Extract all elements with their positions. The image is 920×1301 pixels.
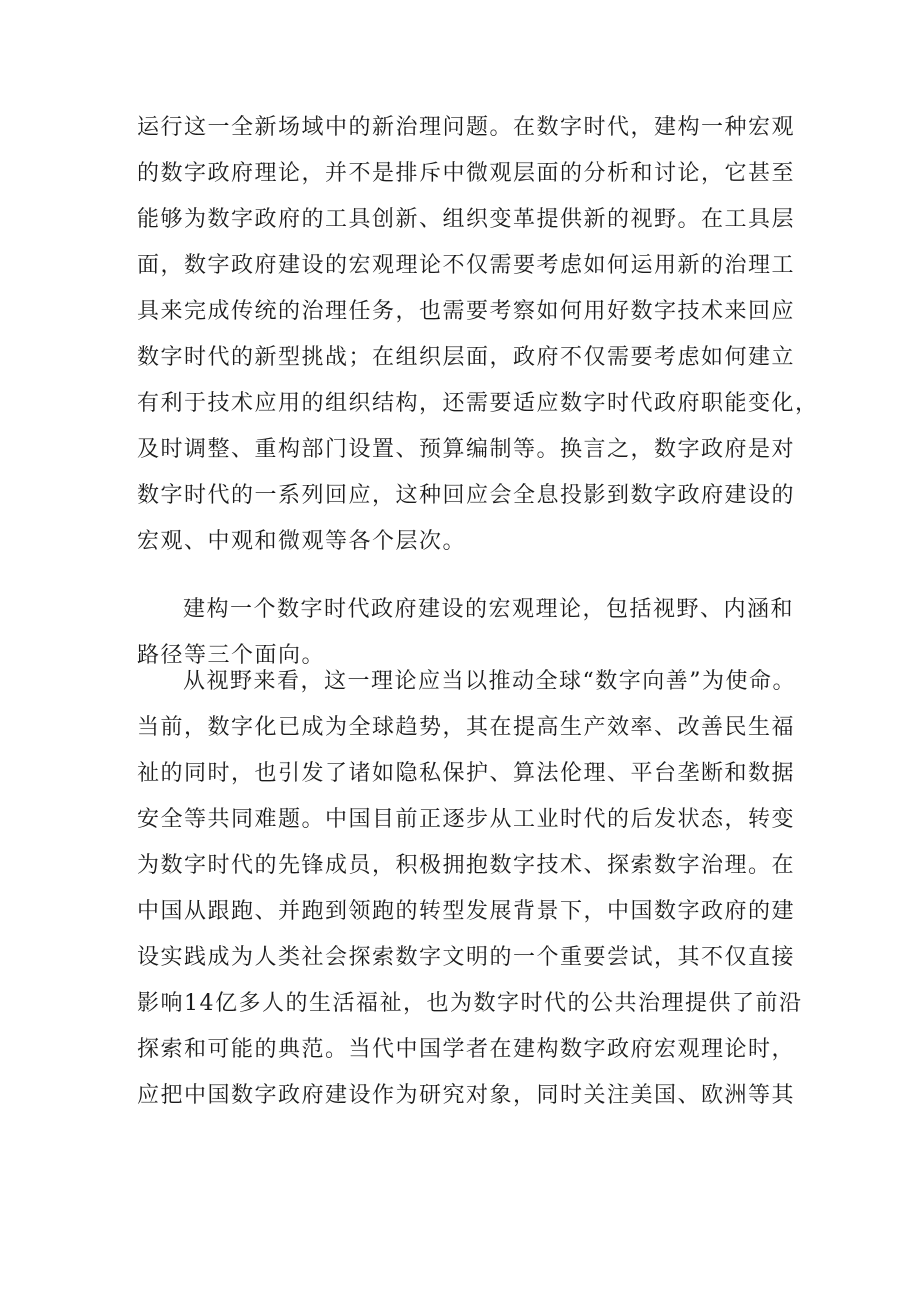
paragraph-1-line: 能够为数字政府的工具创新、组织变革提供新的视野。在工具层 [137,207,796,232]
paragraph-1-line: 有利于技术应用的组织结构，还需要适应数字时代政府职能变化， [137,391,819,416]
paragraph-1-line: 具来完成传统的治理任务，也需要考察如何用好数字技术来回应 [137,299,796,324]
paragraph-3-line: 中国从跟跑、并跑到领跑的转型发展背景下，中国数字政府的建 [137,899,796,924]
paragraph-3-line: 设实践成为人类社会探索数字文明的一个重要尝试，其不仅直接 [137,945,796,970]
paragraph-1-line: 数字时代的一系列回应，这种回应会全息投影到数字政府建设的 [137,483,796,508]
paragraph-1-line: 及时调整、重构部门设置、预算编制等。换言之，数字政府是对 [137,437,796,462]
paragraph-3-line: 祉的同时，也引发了诸如隐私保护、算法伦理、平台垄断和数据 [137,761,796,786]
paragraph-1-line: 面，数字政府建设的宏观理论不仅需要考虑如何运用新的治理工 [137,253,796,278]
paragraph-1-line: 的数字政府理论，并不是排斥中微观层面的分析和讨论，它甚至 [137,161,796,186]
paragraph-3-line: 影响14亿多人的生活福祉，也为数字时代的公共治理提供了前沿 [137,991,803,1016]
paragraph-3-line: 为数字时代的先锋成员，积极拥抱数字技术、探索数字治理。在 [137,853,796,878]
paragraph-3-line: 从视野来看，这一理论应当以推动全球“数字向善”为使命。 [183,669,796,694]
paragraph-2-line: 路径等三个面向。 [137,643,326,668]
paragraph-1-line: 数字时代的新型挑战；在组织层面，政府不仅需要考虑如何建立 [137,345,796,370]
paragraph-3-line: 探索和可能的典范。当代中国学者在建构数字政府宏观理论时， [137,1037,796,1062]
paragraph-1-line: 运行这一全新场域中的新治理问题。在数字时代，建构一种宏观 [137,115,796,140]
paragraph-3-line: 安全等共同难题。中国目前正逐步从工业时代的后发状态，转变 [137,807,796,832]
paragraph-3 [137,659,803,1119]
paragraph-3-line: 当前，数字化已成为全球趋势，其在提高生产效率、改善民生福 [137,715,796,740]
paragraph-2-line: 建构一个数字时代政府建设的宏观理论，包括视野、内涵和 [183,597,795,622]
paragraph-1 [137,105,819,565]
paragraph-1-line: 宏观、中观和微观等各个层次。 [137,529,467,554]
paragraph-3-line: 应把中国数字政府建设作为研究对象，同时关注美国、欧洲等其 [137,1083,796,1108]
